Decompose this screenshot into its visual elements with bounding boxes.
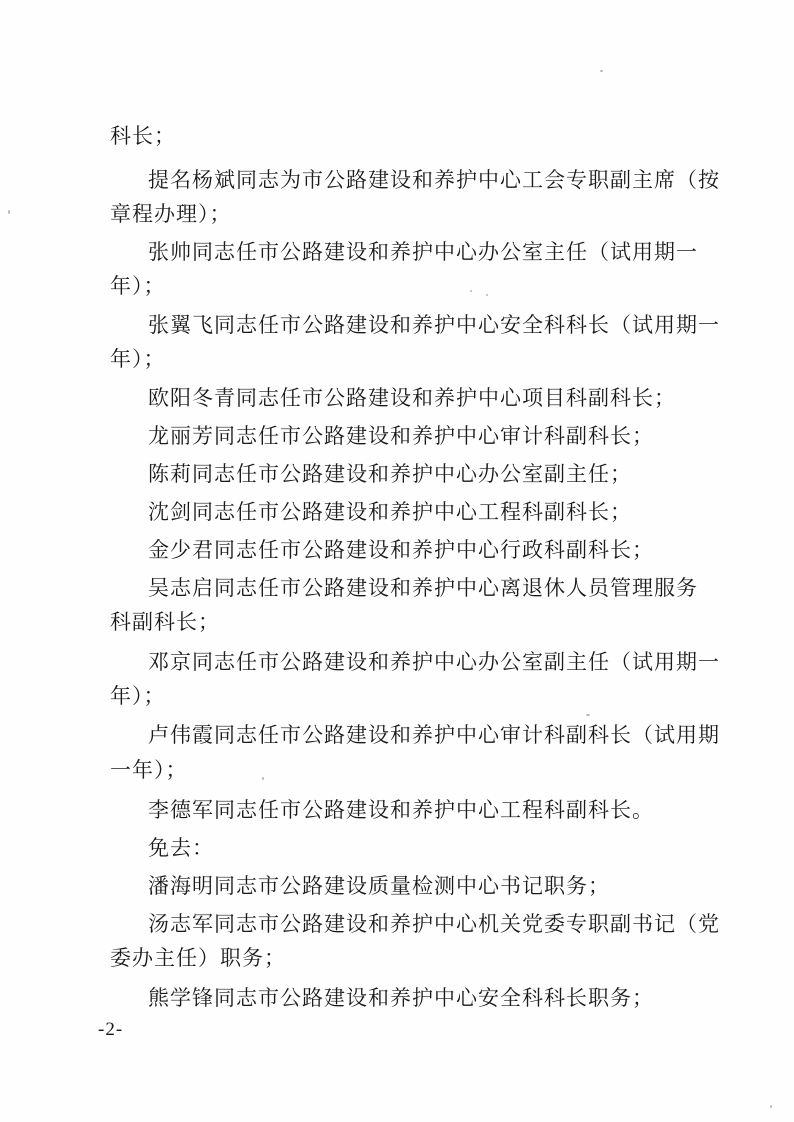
- scan-speck: [8, 210, 10, 214]
- scan-speck: [470, 290, 472, 292]
- text-line: 免去：: [148, 836, 214, 860]
- text-line: 欧阳冬青同志任市公路建设和养护中心项目科副科长；: [148, 386, 676, 410]
- text-line: 卢伟霞同志任市公路建设和养护中心审计科副科长（试用期: [148, 723, 720, 747]
- text-line: 科副科长；: [110, 610, 220, 634]
- scan-speck: [586, 714, 590, 716]
- text-line: 汤志军同志市公路建设和养护中心机关党委专职副书记（党: [148, 912, 720, 936]
- text-line: 张翼飞同志任市公路建设和养护中心安全科科长（试用期一: [148, 313, 720, 337]
- page-number: -2-: [98, 1019, 124, 1040]
- text-line: 沈剑同志任市公路建设和养护中心工程科副科长；: [148, 500, 632, 524]
- scan-speck: [770, 1105, 772, 1108]
- text-line: 年）；: [110, 274, 166, 298]
- text-line: 邓京同志任市公路建设和养护中心办公室副主任（试用期一: [148, 650, 720, 674]
- scan-speck: [600, 70, 603, 72]
- text-line: 年）；: [110, 347, 166, 371]
- scan-speck: [486, 294, 488, 296]
- text-line: 一年）；: [110, 758, 188, 782]
- text-line: 吴志启同志任市公路建设和养护中心离退休人员管理服务: [148, 576, 698, 600]
- text-line: 张帅同志任市公路建设和养护中心办公室主任（试用期一: [148, 240, 698, 264]
- text-line: 委办主任）职务；: [110, 946, 286, 970]
- text-line: 提名杨斌同志为市公路建设和养护中心工会专职副主席（按: [148, 168, 720, 192]
- text-line: 科长；: [110, 124, 176, 148]
- text-line: 李德军同志任市公路建设和养护中心工程科副科长。: [148, 798, 654, 822]
- text-line: 龙丽芳同志任市公路建设和养护中心审计科副科长；: [148, 424, 654, 448]
- text-line: 章程办理）；: [110, 202, 232, 226]
- text-line: 潘海明同志市公路建设质量检测中心书记职务；: [148, 874, 610, 898]
- text-line: 金少君同志任市公路建设和养护中心行政科副科长；: [148, 538, 654, 562]
- scan-speck: [262, 777, 264, 780]
- text-line: 年）；: [110, 684, 166, 708]
- text-line: 熊学锋同志市公路建设和养护中心安全科科长职务；: [148, 986, 654, 1010]
- text-line: 陈莉同志任市公路建设和养护中心办公室副主任；: [148, 462, 632, 486]
